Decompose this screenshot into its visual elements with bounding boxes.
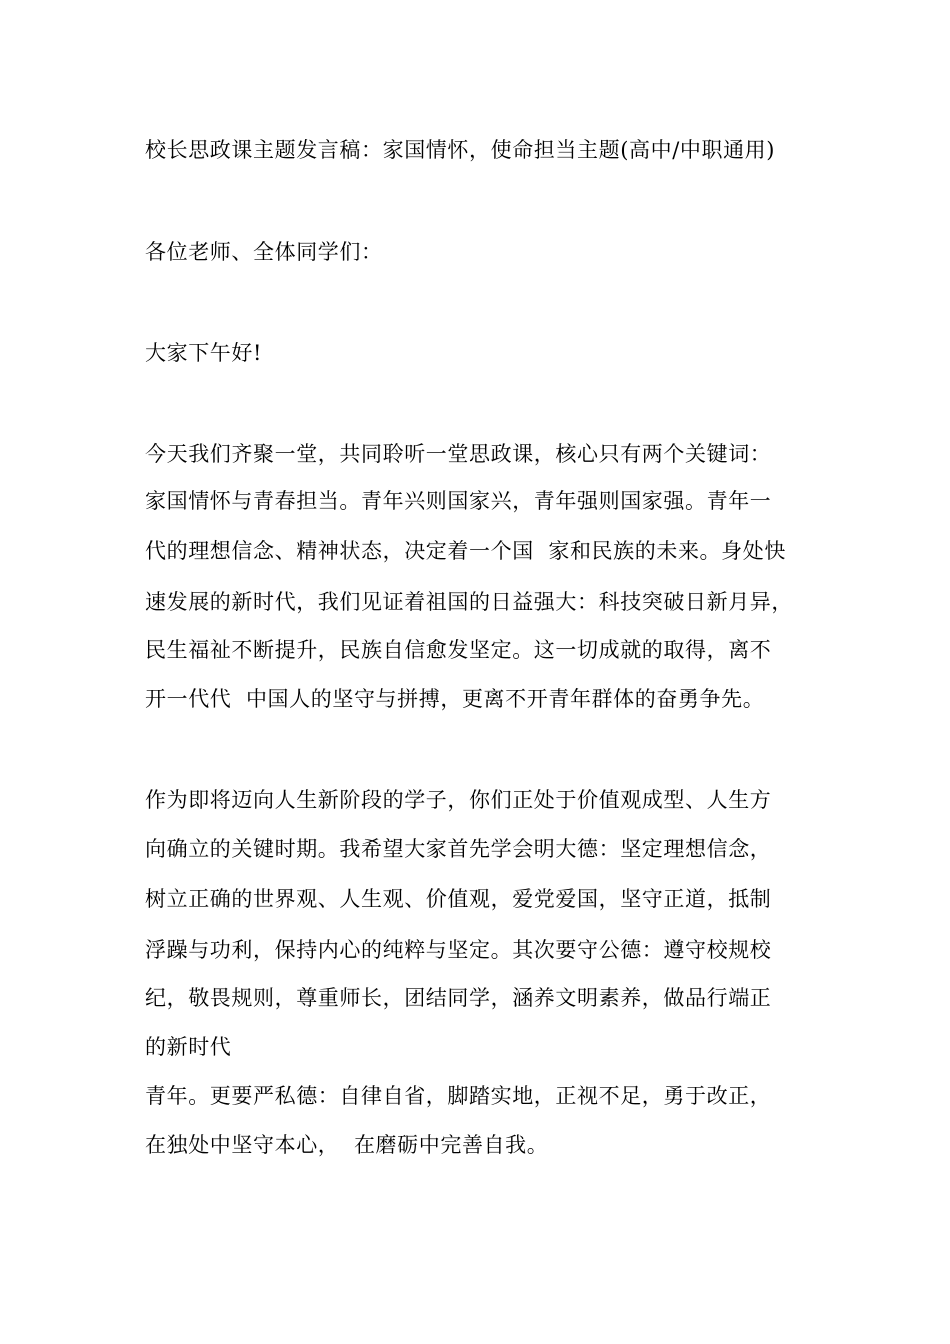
paragraph-2-line: 树立正确的世界观、人生观、价值观，爱党爱国，坚守正道，抵制 bbox=[145, 887, 772, 911]
paragraph-1-line: 速发展的新时代，我们见证着祖国的日益强大：科技突破日新月异， bbox=[145, 590, 793, 614]
paragraph-2-line: 的新时代 bbox=[145, 1035, 232, 1059]
document-title: 校长思政课主题发言稿：家国情怀，使命担当主题(高中/中职通用) bbox=[145, 138, 776, 162]
paragraph-2-line: 纪，敬畏规则，尊重师长，团结同学，涵养文明素养，做品行端正 bbox=[145, 986, 772, 1010]
paragraph-1-line: 民生福祉不断提升，民族自信愈发坚定。这一切成就的取得，离不 bbox=[145, 638, 772, 662]
paragraph-1-line: 代的理想信念、精神状态，决定着一个国 家和民族的未来。身处快 bbox=[145, 539, 786, 563]
paragraph-1-line: 开一代代 中国人的坚守与拼搏，更离不开青年群体的奋勇争先。 bbox=[145, 687, 765, 711]
paragraph-2-line: 浮躁与功利，保持内心的纯粹与坚定。其次要守公德：遵守校规校 bbox=[145, 938, 772, 962]
paragraph-1-line: 今天我们齐聚一堂，共同聆听一堂思政课，核心只有两个关键词： bbox=[145, 442, 772, 466]
paragraph-2-line: 在独处中坚守本心， 在磨砺中完善自我。 bbox=[145, 1133, 549, 1157]
paragraph-1-line: 家国情怀与青春担当。青年兴则国家兴，青年强则国家强。青年一 bbox=[145, 489, 772, 513]
greeting: 大家下午好! bbox=[145, 341, 263, 365]
salutation: 各位老师、全体同学们： bbox=[145, 240, 383, 264]
paragraph-2-line: 作为即将迈向人生新阶段的学子，你们正处于价值观成型、人生方 bbox=[145, 788, 772, 812]
paragraph-2-line: 青年。更要严私德：自律自省，脚踏实地，正视不足，勇于改正， bbox=[145, 1084, 772, 1108]
paragraph-2-line: 向确立的关键时期。我希望大家首先学会明大德：坚定理想信念， bbox=[145, 837, 772, 861]
